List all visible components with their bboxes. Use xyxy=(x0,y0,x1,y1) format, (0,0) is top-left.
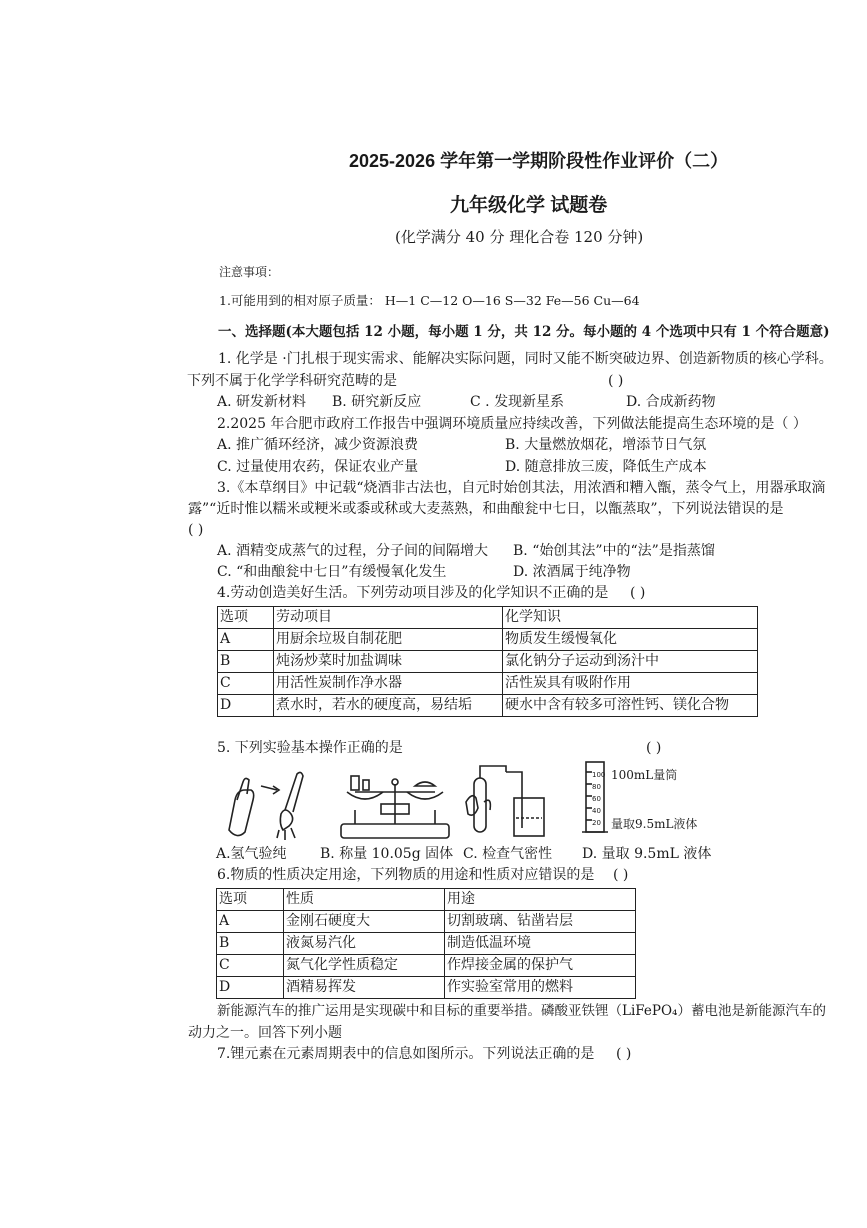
table-cell: B xyxy=(217,933,284,955)
table-cell: 硬水中含有较多可溶性钙、镁化合物 xyxy=(503,695,758,717)
table-header-row xyxy=(218,607,758,629)
q6-bracket: ( ) xyxy=(613,867,629,883)
q5-option-d: D. 量取 9.5mL 液体 xyxy=(582,846,712,862)
table-cell: 切割玻璃、钻凿岩层 xyxy=(445,911,636,933)
table-cell: 用活性炭制作净水器 xyxy=(274,673,503,695)
table-cell: B xyxy=(218,651,274,673)
airtightness-figure xyxy=(462,758,552,840)
table-cell: 金刚石硬度大 xyxy=(284,911,445,933)
q2-option-a: A. 推广循环经济，减少资源浪费 xyxy=(217,437,419,453)
table-row xyxy=(217,955,636,977)
table-row xyxy=(218,629,758,651)
q5-line1: 5. 下列实验基本操作正确的是 xyxy=(217,740,403,756)
cylinder-label: 100mL量筒 xyxy=(611,768,678,782)
q1-line2: 下列不属于化学学科研究范畴的是 xyxy=(187,373,397,389)
table-cell: 炖汤炒菜时加盐调味 xyxy=(274,651,503,673)
q1-line1: 1. 化学是 ·门扎根于现实需求、能解决实际问题，同时又能不断突破边界、创造新物质的核心学科。 xyxy=(218,351,833,367)
q3-option-d: D. 浓酒属于纯净物 xyxy=(513,564,631,580)
q5-bracket: ( ) xyxy=(646,740,662,756)
notice-heading: 注意事項： xyxy=(219,265,280,279)
table-cell: 氯化钠分子运动到汤汁中 xyxy=(503,651,758,673)
table-row xyxy=(217,933,636,955)
table-cell: D xyxy=(218,695,274,717)
table-header-cell: 选项 xyxy=(218,607,274,629)
exam-title: 2025-2026 学年第一学期阶段性作业评价（二） xyxy=(349,151,729,171)
table-cell: 氮气化学性质稳定 xyxy=(284,955,445,977)
table-cell: 制造低温环境 xyxy=(445,933,636,955)
q7-bracket: ( ) xyxy=(616,1046,632,1062)
q1-bracket: ( ) xyxy=(608,373,624,389)
balance-figure xyxy=(335,762,455,844)
table-cell: D xyxy=(217,977,284,999)
exam-subtitle: 九年级化学 试题卷 xyxy=(450,195,608,216)
hydrogen-test-figure xyxy=(215,760,310,842)
q2-option-d: D. 随意排放三废，降低生产成本 xyxy=(505,459,707,475)
q7-line1: 7.锂元素在元素周期表中的信息如图所示。下列说法正确的是 xyxy=(217,1046,595,1062)
q2-option-b: B. 大量燃放烟花，增添节日气氛 xyxy=(505,437,707,453)
passage-line1: 新能源汽车的推广运用是实现碳中和目标的重要举措。磷酸亚铁锂（LiFePO₄）蓄电池是新能源汽车的 xyxy=(217,1003,826,1019)
q2-line1: 2.2025 年合肥市政府工作报告中强调环境质量应持续改善，下列做法能提高生态环境的是（ ） xyxy=(217,416,807,432)
q5-option-c: C. 检查气密性 xyxy=(463,846,553,862)
q6-line1: 6.物质的性质决定用途，下列物质的用途和性质对应错误的是 xyxy=(217,867,595,883)
q1-option-b: B. 研究新反应 xyxy=(332,394,422,410)
q3-option-b: B. “始创其法”中的“法”是指蒸馏 xyxy=(513,543,715,559)
table-cell: A xyxy=(217,911,284,933)
table-header-cell: 化学知识 xyxy=(503,607,758,629)
table-cell: 液氮易汽化 xyxy=(284,933,445,955)
table-cell: 活性炭具有吸附作用 xyxy=(503,673,758,695)
table-cell: 作焊接金属的保护气 xyxy=(445,955,636,977)
section-heading: 一、选择题(本大题包括 12 小题，每小题 1 分，共 12 分。每小题的 4 个选项中只有 1 个符合题意) xyxy=(218,324,830,340)
tick-label: 60 xyxy=(592,795,601,803)
table-row xyxy=(218,673,758,695)
q4-table xyxy=(217,606,758,717)
table-cell: 煮水时，若水的硬度高，易结垢 xyxy=(274,695,503,717)
exam-note: (化学满分 40 分 理化合卷 120 分钟) xyxy=(395,228,644,246)
q4-line1: 4.劳动创造美好生活。下列劳动项目涉及的化学知识不正确的是 xyxy=(217,585,609,601)
q3-line2: 露”“近时惟以糯米或粳米或黍或秫或大麦蒸熟，和曲酿瓮中七日，以甑蒸取”，下列说法错误的是 xyxy=(188,501,784,517)
table-row xyxy=(217,977,636,999)
q6-table xyxy=(216,888,636,999)
table-row xyxy=(218,651,758,673)
q4-bracket: ( ) xyxy=(630,585,646,601)
passage-line2: 动力之一。回答下列小题 xyxy=(188,1025,342,1041)
table-header-cell: 用途 xyxy=(445,889,636,911)
table-cell: 酒精易挥发 xyxy=(284,977,445,999)
q2-option-c: C. 过量使用农药，保证农业产量 xyxy=(217,459,419,475)
tick-label: 40 xyxy=(592,807,601,815)
table-header-cell: 劳动项目 xyxy=(274,607,503,629)
cylinder-tick-labels xyxy=(592,769,605,829)
q3-line3: ( ) xyxy=(188,522,204,538)
q1-option-d: D. 合成新药物 xyxy=(626,394,716,410)
q3-option-c: C. “和曲酿瓮中七日”有缓慢氧化发生 xyxy=(217,564,447,580)
q5-option-b: B. 称量 10.05g 固体 xyxy=(320,846,454,862)
cylinder-note: 量取9.5mL液体 xyxy=(611,817,698,831)
table-cell: C xyxy=(218,673,274,695)
q3-option-a: A. 酒精变成蒸气的过程，分子间的间隔增大 xyxy=(217,543,489,559)
table-row xyxy=(218,695,758,717)
q3-line1: 3.《本草纲目》中记载“烧酒非古法也，自元时始创其法，用浓酒和糟入甑，蒸令气上，用器承取滴 xyxy=(217,480,826,496)
tick-label: 20 xyxy=(592,819,601,827)
table-header-row xyxy=(217,889,636,911)
atomic-mass-line: 1.可能用到的相对原子质量： H—1 C—12 O—16 S—32 Fe—56 Cu—64 xyxy=(219,293,640,308)
q1-option-c: C . 发现新星系 xyxy=(470,394,565,410)
table-header-cell: 性质 xyxy=(284,889,445,911)
table-row xyxy=(217,911,636,933)
table-cell: 物质发生缓慢氧化 xyxy=(503,629,758,651)
table-cell: A xyxy=(218,629,274,651)
table-cell: 用厨余垃圾自制花肥 xyxy=(274,629,503,651)
table-cell: C xyxy=(217,955,284,977)
tick-label: 80 xyxy=(592,783,601,791)
q5-option-a: A.氢气验纯 xyxy=(216,846,287,862)
q1-option-a: A. 研发新材料 xyxy=(217,394,307,410)
tick-label: 100 xyxy=(592,771,606,779)
table-header-cell: 选项 xyxy=(217,889,284,911)
table-cell: 作实验室常用的燃料 xyxy=(445,977,636,999)
